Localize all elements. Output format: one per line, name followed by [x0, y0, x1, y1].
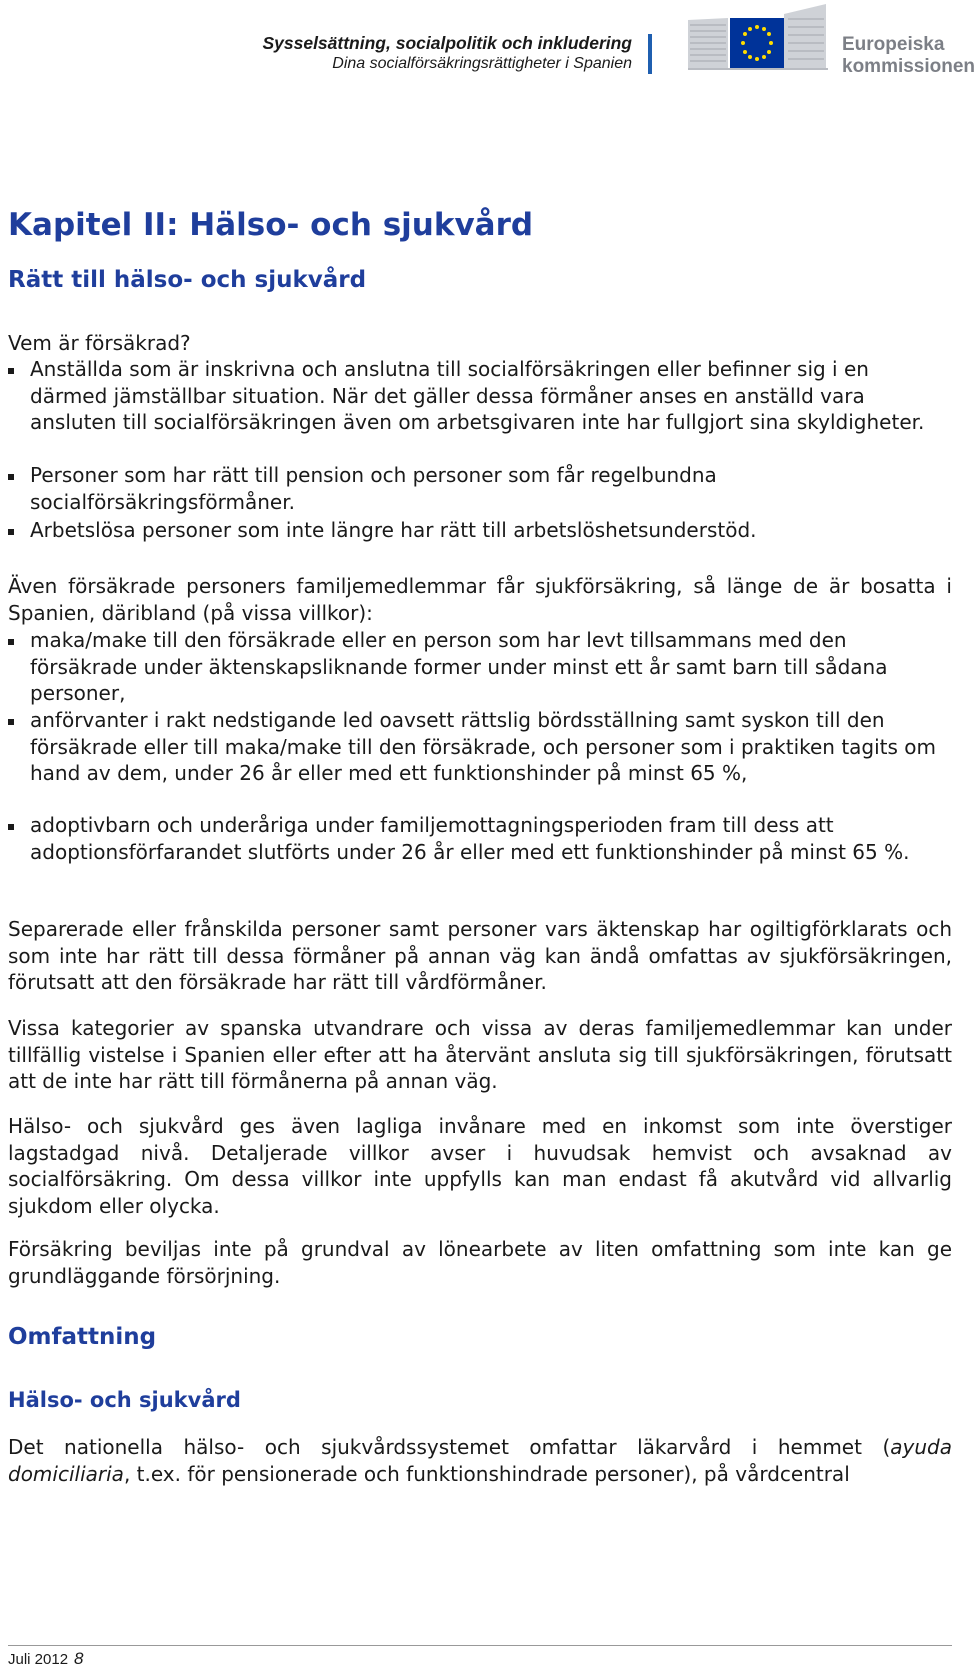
page-number: 8 — [74, 1649, 84, 1668]
page-header — [262, 32, 632, 74]
bullet-icon — [8, 719, 14, 725]
logo-line-1: Europeiska — [842, 34, 945, 55]
paragraph-text: Det nationella hälso- och sjukvårdssystemet omfattar läkarvård i hemmet ( — [8, 1435, 891, 1459]
paragraph — [8, 1434, 952, 1487]
chapter-title: Kapitel II: Hälso- och sjukvård — [8, 207, 534, 243]
list-item: Anställda som är inskrivna och anslutna till socialförsäkringen eller befinner sig i en därmed jämställbar situation. När det gäller dessa förmåner anses en anställd vara ansluten till socialförsäkringen även om arbetsgivaren inte har fullgjort sina skyldigheter. — [30, 357, 925, 434]
paragraph: Vissa kategorier av spanska utvandrare och vissa av deras familjemedlemmar kan under tillfällig vistelse i Spanien eller efter att ha återvänt ansluta sig till sjukförsäkringen, förutsatt att de inte har rätt till förmånerna på annan väg. — [8, 1016, 952, 1093]
subsection-title: Hälso- och sjukvård — [8, 1388, 241, 1412]
list-item: Arbetslösa personer som inte längre har rätt till arbetslöshetsunderstöd. — [30, 518, 757, 542]
page-footer — [8, 1649, 84, 1669]
paragraph-text: , t.ex. för pensionerade och funktionshindrade personer), på vårdcentral — [123, 1461, 850, 1486]
list-item: adoptivbarn och underåriga under familjemottagningsperioden fram till dess att adoptionsförfarandet slutförts under 26 år eller med ett funktionshinder på minst 65 %. — [30, 813, 910, 864]
section-title: Rätt till hälso- och sjukvård — [8, 267, 367, 293]
italic-term: ayuda domiciliaria — [8, 1435, 952, 1486]
paragraph: Försäkring beviljas inte på grundval av lönearbete av liten omfattning som inte kan ge grundläggande försörjning. — [8, 1237, 952, 1288]
header-subtitle: Dina socialförsäkringsrättigheter i Spanien — [332, 55, 632, 72]
bullet-icon — [8, 639, 14, 645]
footer-date: Juli 2012 — [8, 1651, 69, 1668]
logo-line-2: kommissionen — [842, 56, 975, 77]
list-item: anförvanter i rakt nedstigande led oavsett rättslig bördsställning samt syskon till den försäkrade eller till maka/make till den försäkrade, och personer som i praktiken tagits om hand av dem, under 26 år eller med ett funktionshinder på minst 65 %, — [30, 708, 937, 785]
question-text: Vem är försäkrad? — [8, 331, 191, 355]
list-item: Personer som har rätt till pension och personer som får regelbundna socialförsäkringsförmåner. — [30, 463, 717, 514]
footer-divider — [8, 1645, 952, 1646]
paragraph: Separerade eller frånskilda personer samt personer vars äktenskap har ogiltigförklarats och som inte har rätt till dessa förmåner på annan väg kan ändå omfattas av sjukförsäkringen, förutsatt att den försäkrade har rätt till vårdförmåner. — [8, 917, 952, 994]
list-item: maka/make till den försäkrade eller en person som har levt tillsammans med den försäkrade under äktenskapsliknande former under minst ett år samt barn till sådana personer, — [30, 628, 888, 705]
paragraph: Hälso- och sjukvård ges även lagliga invånare med en inkomst som inte överstiger lagstadgad nivå. Detaljerade villkor avser i huvudsak hemvist och avsaknad av socialförsäkring. Om dessa villkor inte uppfylls kan man endast få akutvård vid allvarlig sjukdom eller olycka. — [8, 1114, 952, 1218]
scope-title: Omfattning — [8, 1324, 157, 1350]
header-divider — [648, 34, 652, 74]
logo-wordmark — [842, 34, 975, 78]
bullet-icon — [8, 368, 14, 374]
bullet-icon — [8, 824, 14, 830]
header-title: Sysselsättning, socialpolitik och inkludering — [262, 33, 632, 53]
paragraph: Även försäkrade personers familjemedlemmar får sjukförsäkring, så länge de är bosatta i Spanien, däribland (på vissa villkor): — [8, 574, 952, 625]
bullet-icon — [8, 474, 14, 480]
bullet-icon — [8, 529, 14, 535]
eu-flag-icon — [730, 18, 784, 68]
